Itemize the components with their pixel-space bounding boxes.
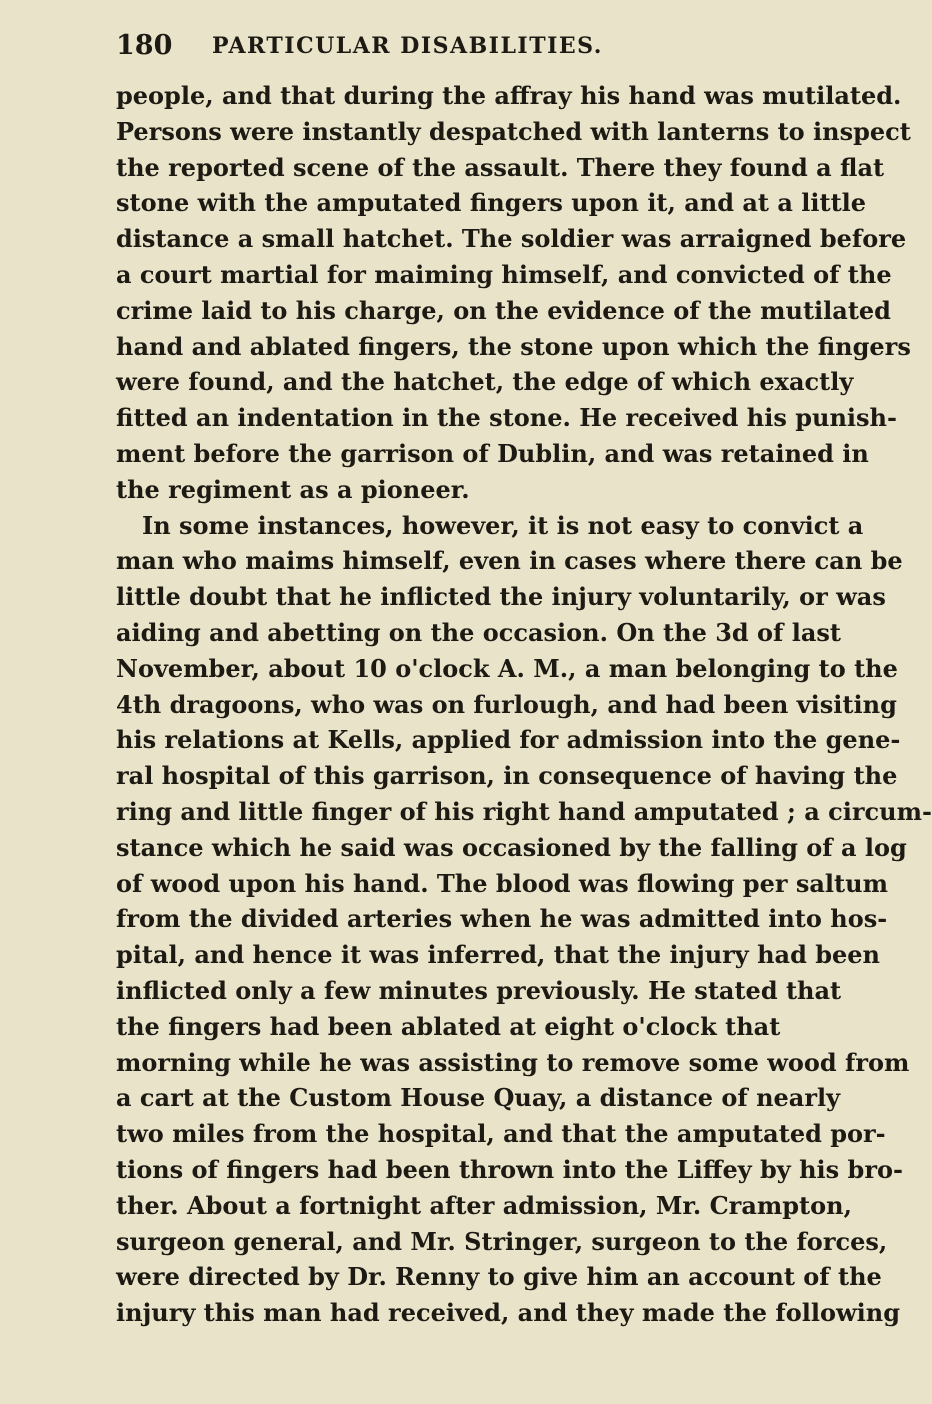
- text-line: from the divided arteries when he was admitted into hos-: [116, 904, 888, 934]
- text-line: pital, and hence it was inferred, that the injury had been: [116, 940, 880, 970]
- text-line: were directed by Dr. Renny to give him an account of the: [116, 1262, 882, 1292]
- text-line: fitted an indentation in the stone. He received his punish-: [116, 403, 897, 433]
- text-line: ment before the garrison of Dublin, and was retained in: [116, 438, 869, 468]
- text-line: November, about 10 o'clock A. M., a man belonging to the: [116, 653, 898, 683]
- text-line: Persons were instantly despatched with lanterns to inspect: [116, 116, 911, 146]
- text-line: of wood upon his hand. The blood was flowing per saltum: [116, 868, 888, 898]
- text-line: inflicted only a few minutes previously. He stated that: [116, 975, 842, 1005]
- text-line: aiding and abetting on the occasion. On the 3d of last: [116, 617, 841, 647]
- text-line: hand and ablated fingers, the stone upon which the fingers: [116, 331, 911, 361]
- page-header: [116, 20, 776, 70]
- text-line: two miles from the hospital, and that the amputated por-: [116, 1119, 886, 1149]
- paragraph-start-line: In some instances, however, it is not easy to convict a: [142, 510, 864, 540]
- text-line: the fingers had been ablated at eight o'clock that: [116, 1011, 781, 1041]
- paragraph-end-line: the regiment as a pioneer.: [116, 474, 470, 504]
- text-line: tions of fingers had been thrown into the Liffey by his bro-: [116, 1154, 903, 1184]
- text-line: little doubt that he inflicted the injury voluntarily, or was: [116, 582, 886, 612]
- text-line: surgeon general, and Mr. Stringer, surgeon to the forces,: [116, 1226, 888, 1256]
- text-line: stone with the amputated fingers upon it, and at a little: [116, 188, 867, 218]
- text-line: his relations at Kells, applied for admission into the gene-: [116, 725, 901, 755]
- text-line: man who maims himself, even in cases where there can be: [116, 546, 903, 576]
- text-line: the reported scene of the assault. There they found a flat: [116, 152, 885, 182]
- page-number: 180: [116, 30, 173, 61]
- text-line: injury this man had received, and they made the following: [116, 1298, 901, 1328]
- text-line: 4th dragoons, who was on furlough, and had been visiting: [116, 689, 897, 719]
- text-line: crime laid to his charge, on the evidence of the mutilated: [116, 295, 891, 325]
- text-line: ral hospital of this garrison, in consequence of having the: [116, 761, 898, 791]
- text-line: a cart at the Custom House Quay, a distance of nearly: [116, 1083, 841, 1113]
- text-line: were found, and the hatchet, the edge of which exactly: [116, 367, 854, 397]
- body-text: [116, 78, 932, 1331]
- text-line: ther. About a fortnight after admission, Mr. Crampton,: [116, 1190, 852, 1220]
- running-head: PARTICULAR DISABILITIES.: [212, 33, 603, 59]
- text-line: distance a small hatchet. The soldier was arraigned before: [116, 224, 907, 254]
- text-line: people, and that during the affray his hand was mutilated.: [116, 81, 902, 110]
- text-line: morning while he was assisting to remove some wood from: [116, 1047, 910, 1077]
- text-line: ring and little finger of his right hand amputated ; a circum-: [116, 796, 932, 826]
- text-line: a court martial for maiming himself, and convicted of the: [116, 259, 892, 289]
- text-line: stance which he said was occasioned by the falling of a log: [116, 832, 907, 862]
